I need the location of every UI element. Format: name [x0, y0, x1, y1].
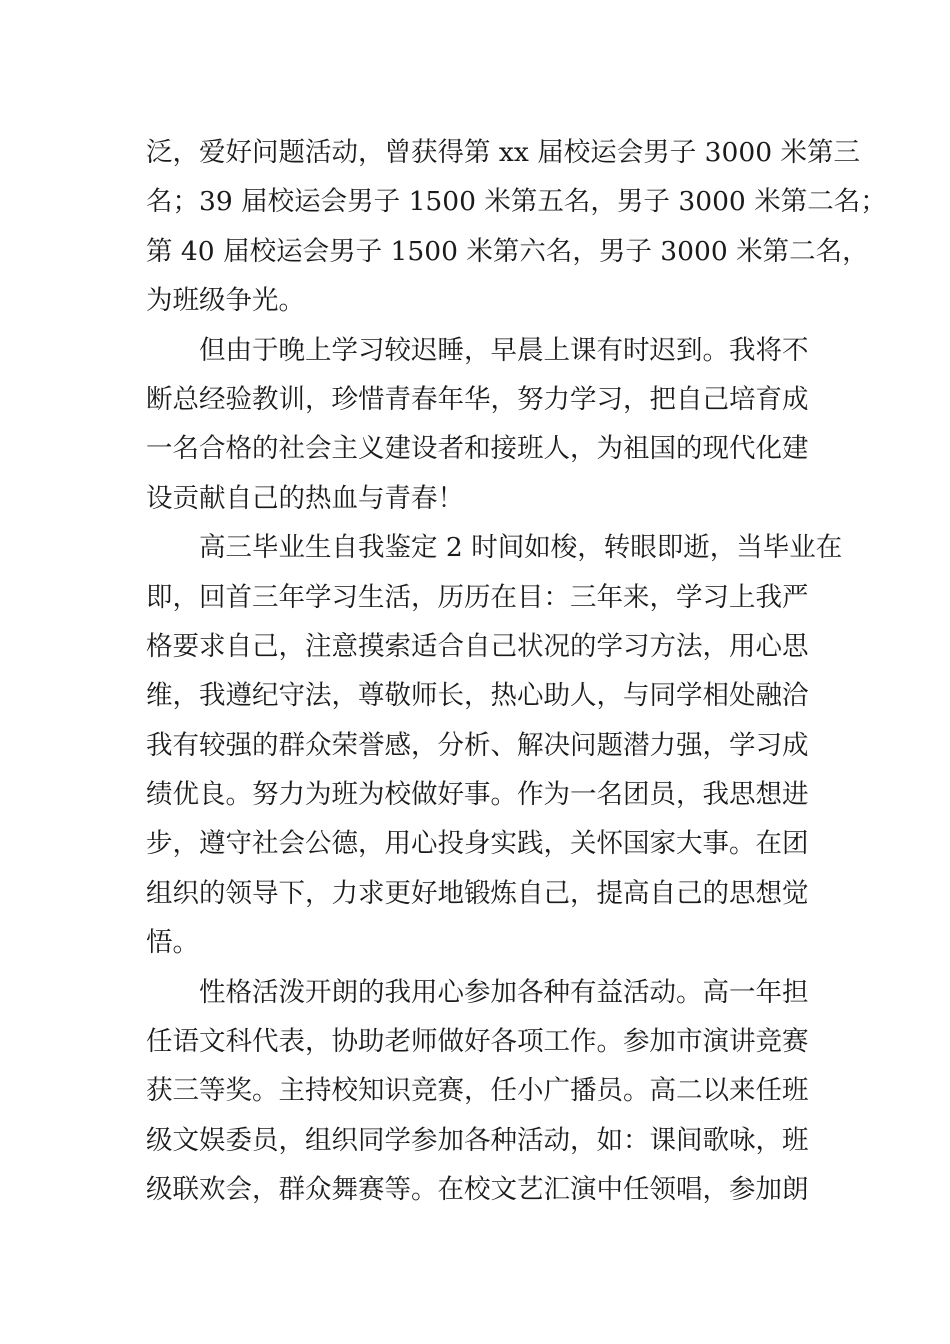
text-line: 任语文科代表，协助老师做好各项工作。参加市演讲竞赛 — [146, 1026, 809, 1058]
text-line: 一名合格的社会主义建设者和接班人，为祖国的现代化建 — [146, 433, 809, 465]
text-line: 维，我遵纪守法，尊敬师长，热心助人，与同学相处融洽 — [146, 680, 809, 712]
text-line: 步，遵守社会公德，用心投身实践，关怀国家大事。在团 — [146, 828, 809, 860]
text-line: 性格活泼开朗的我用心参加各种有益活动。高一年担 — [199, 976, 809, 1008]
paragraph — [146, 326, 816, 524]
text-line: 为班级争光。 — [146, 285, 305, 317]
text-line: 级文娱委员，组织同学参加各种活动，如：课间歌咏，班 — [146, 1124, 809, 1156]
document-body — [146, 128, 887, 1215]
text-line: 级联欢会，群众舞赛等。在校文艺汇演中任领唱，参加朗 — [146, 1174, 809, 1206]
text-line: 第 40 届校运会男子 1500 米第六名，男子 3000 米第二名， — [146, 235, 869, 267]
paragraph — [146, 968, 816, 1215]
text-line: 设贡献自己的热血与青春！ — [146, 482, 464, 514]
text-line: 断总经验教训，珍惜青春年华，努力学习，把自己培育成 — [146, 383, 809, 415]
text-line: 但由于晚上学习较迟睡，早晨上课有时迟到。我将不 — [199, 334, 809, 366]
text-line: 名；39 届校运会男子 1500 米第五名，男子 3000 米第二名； — [146, 186, 887, 218]
text-line: 获三等奖。主持校知识竞赛，任小广播员。高二以来任班 — [146, 1075, 809, 1107]
text-line: 即，回首三年学习生活，历历在目：三年来，学习上我严 — [146, 581, 809, 613]
text-line: 悟。 — [146, 927, 199, 959]
text-line: 格要求自己，注意摸索适合自己状况的学习方法，用心思 — [146, 630, 809, 662]
text-line: 绩优良。努力为班为校做好事。作为一名团员，我思想进 — [146, 779, 809, 811]
paragraph — [146, 523, 843, 968]
text-line: 泛，爱好问题活动，曾获得第 xx 届校运会男子 3000 米第三 — [146, 137, 861, 168]
paragraph — [146, 128, 887, 326]
text-line: 组织的领导下，力求更好地锻炼自己，提高自己的思想觉 — [146, 877, 809, 909]
text-line: 我有较强的群众荣誉感，分析、解决问题潜力强，学习成 — [146, 729, 809, 761]
text-line: 高三毕业生自我鉴定 2 时间如梭，转眼即逝，当毕业在 — [199, 532, 843, 564]
